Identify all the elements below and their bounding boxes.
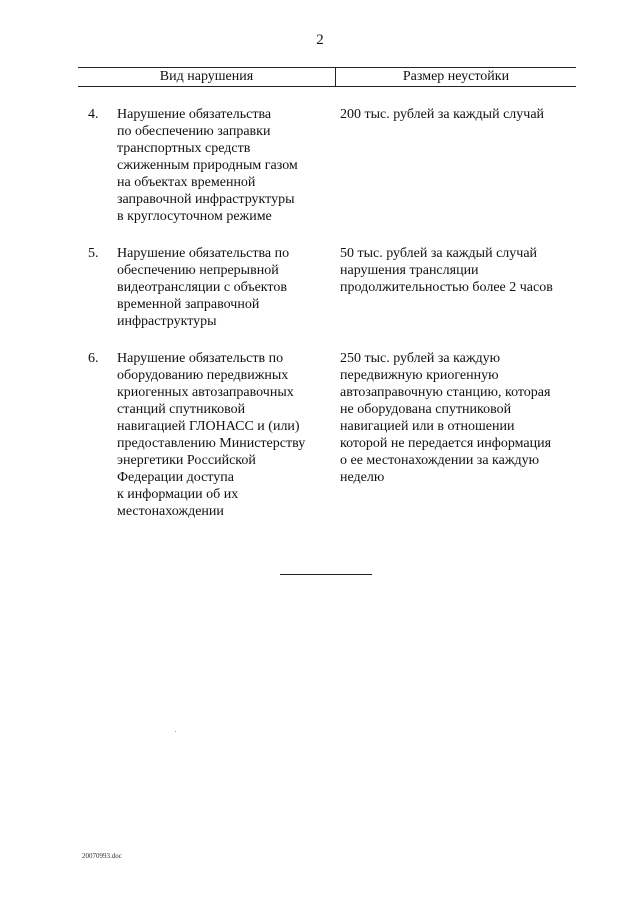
row-number: 5. <box>88 246 99 261</box>
penalty-text: 50 тыс. рублей за каждый случай нарушения трансляции продолжительностью более 2 часов <box>340 246 553 295</box>
row-number: 4. <box>88 107 99 122</box>
footer-filename: 20070993.doc <box>82 852 122 860</box>
violation-text: Нарушение обязательства по обеспечению заправки транспортных средств сжиженным природным газом на объектах временной заправочной инфраструктуры в круглосуточном режиме <box>117 107 298 224</box>
page-number: 2 <box>316 32 324 48</box>
table-header-bottom-rule <box>78 86 576 87</box>
table-header-top-rule <box>78 67 576 68</box>
row-number: 6. <box>88 351 99 366</box>
column-header-penalty: Размер неустойки <box>402 69 510 84</box>
penalty-text: 250 тыс. рублей за каждую передвижную криогенную автозаправочную станцию, которая не оборудована спутниковой навигацией или в отношении которой не передается информация о ее местонахождении за каждую неделю <box>340 351 552 485</box>
violation-text: Нарушение обязательств по оборудованию передвижных криогенных автозаправочных станций спутниковой навигацией ГЛОНАСС и (или) предоставлению Министерству энергетики Российской Федерации доступа к информации об их местонахождении <box>117 351 306 519</box>
column-header-violation: Вид нарушения <box>159 69 254 84</box>
violation-text: Нарушение обязательства по обеспечению непрерывной видеотрансляции с объектов временной заправочной инфраструктуры <box>117 246 290 329</box>
penalty-text: 200 тыс. рублей за каждый случай <box>340 107 545 122</box>
scan-speck <box>175 731 176 732</box>
document-end-line <box>280 574 372 575</box>
